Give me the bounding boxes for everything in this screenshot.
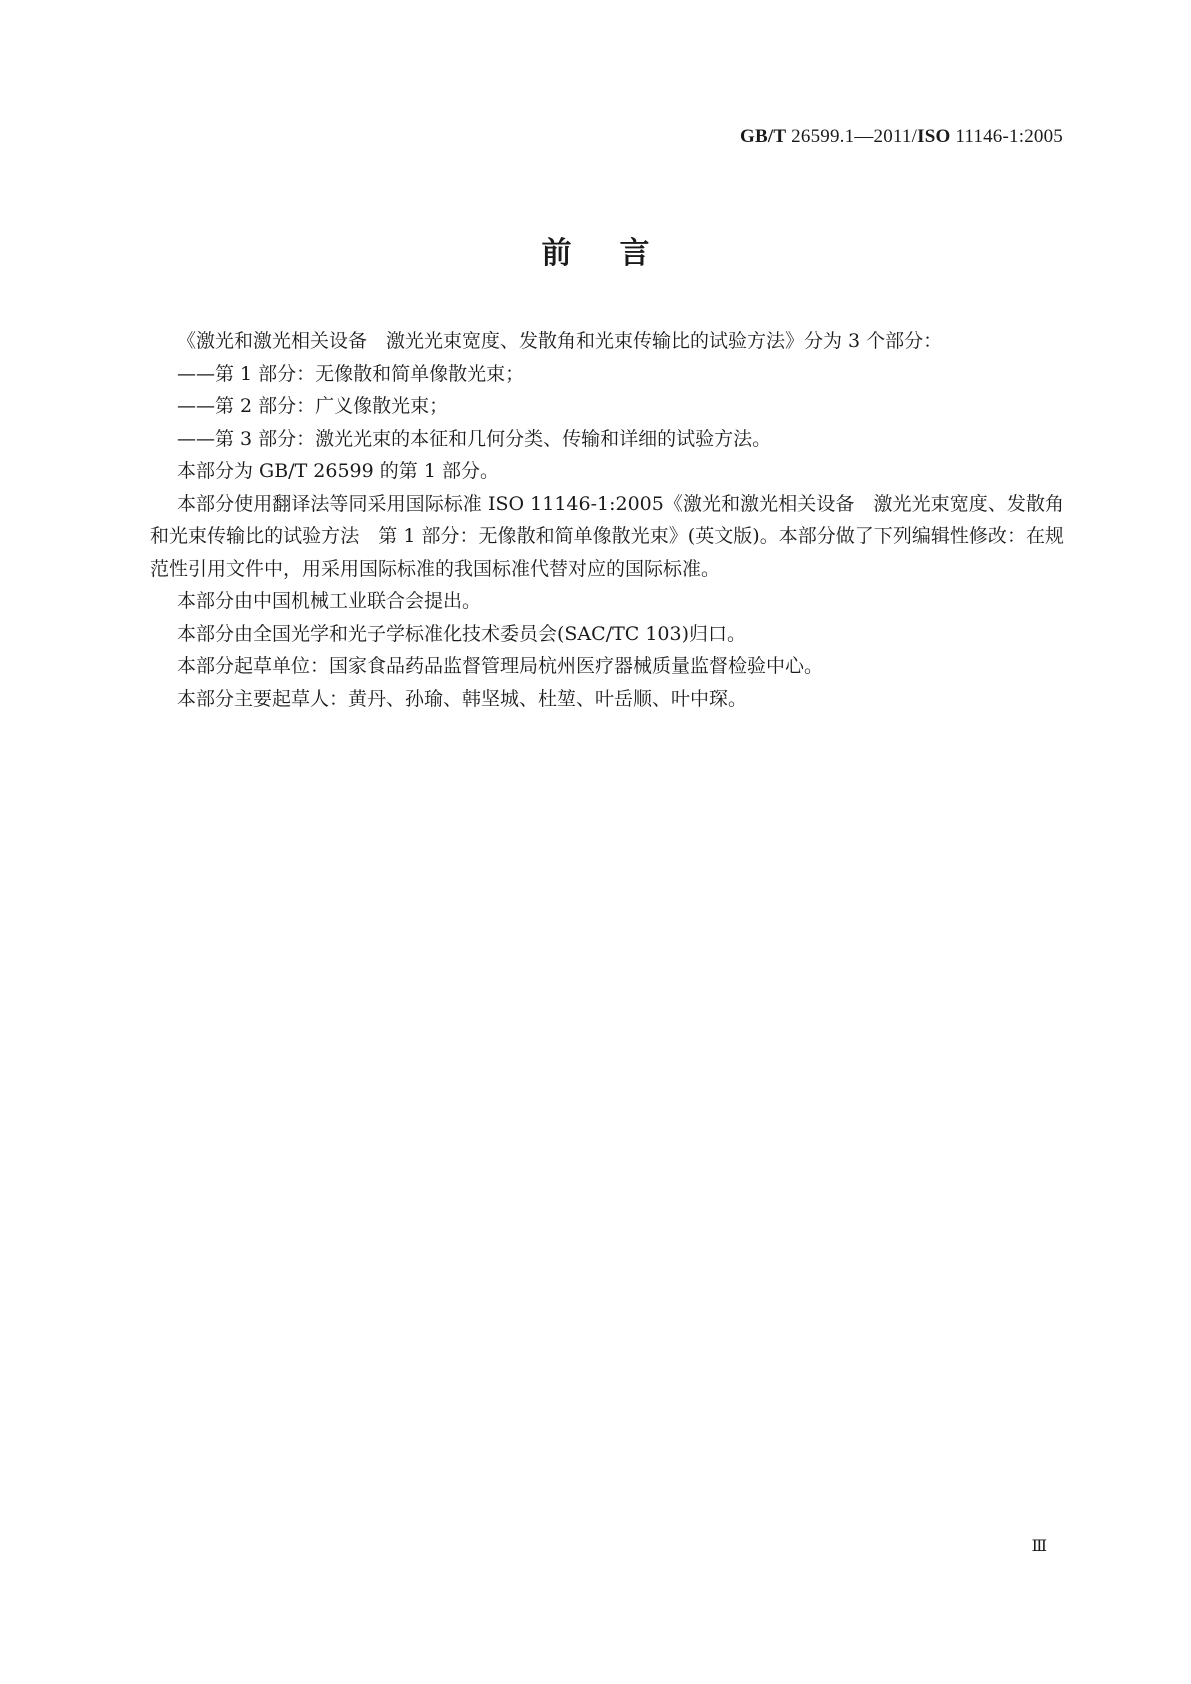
- drafting-unit-paragraph: 本部分起草单位：国家食品药品监督管理局杭州医疗器械质量监督检验中心。: [177, 655, 824, 677]
- list-item-part-1: ——第 1 部分：无像散和简单像散光束；: [177, 362, 525, 385]
- iso-prefix: ISO: [917, 126, 951, 147]
- this-part-paragraph: 本部分为 GB/T 26599 的第 1 部分。: [177, 460, 499, 482]
- std-prefix: GB/T: [740, 126, 787, 147]
- standard-number-header: [740, 126, 1063, 148]
- list-item-part-2: ——第 2 部分：广义像散光束；: [177, 395, 449, 417]
- std-number: 26599.1—2011/: [786, 126, 918, 147]
- translation-paragraph: 本部分使用翻译法等同采用国际标准 ISO 11146-1:2005《激光和激光相关设备 激光光束宽度、发散角和光束传输比的试验方法 第 1 部分：无像散和简单像散光束》(英文版)。本部分做了下列编辑性修改：在规范性引用文件中，用采用国际标准的我国标准代替对应的国际标准。: [150, 492, 1064, 580]
- intro-paragraph: 《激光和激光相关设备 激光光束宽度、发散角和光束传输比的试验方法》分为 3 个部分：: [177, 330, 943, 352]
- list-item-part-3: ——第 3 部分：激光光束的本征和几何分类、传输和详细的试验方法。: [177, 427, 772, 450]
- centralized-paragraph: 本部分由全国光学和光子学标准化技术委员会(SAC/TC 103)归口。: [177, 622, 747, 645]
- page-title: 前言: [541, 236, 698, 271]
- proposed-paragraph: 本部分由中国机械工业联合会提出。: [177, 590, 482, 612]
- page-number: Ⅲ: [1031, 1538, 1047, 1555]
- iso-number: 11146-1:2005: [950, 126, 1063, 147]
- foreword-body: [150, 325, 1064, 715]
- drafters-paragraph: 本部分主要起草人：黄丹、孙瑜、韩坚城、杜堃、叶岳顺、叶中琛。: [177, 687, 748, 710]
